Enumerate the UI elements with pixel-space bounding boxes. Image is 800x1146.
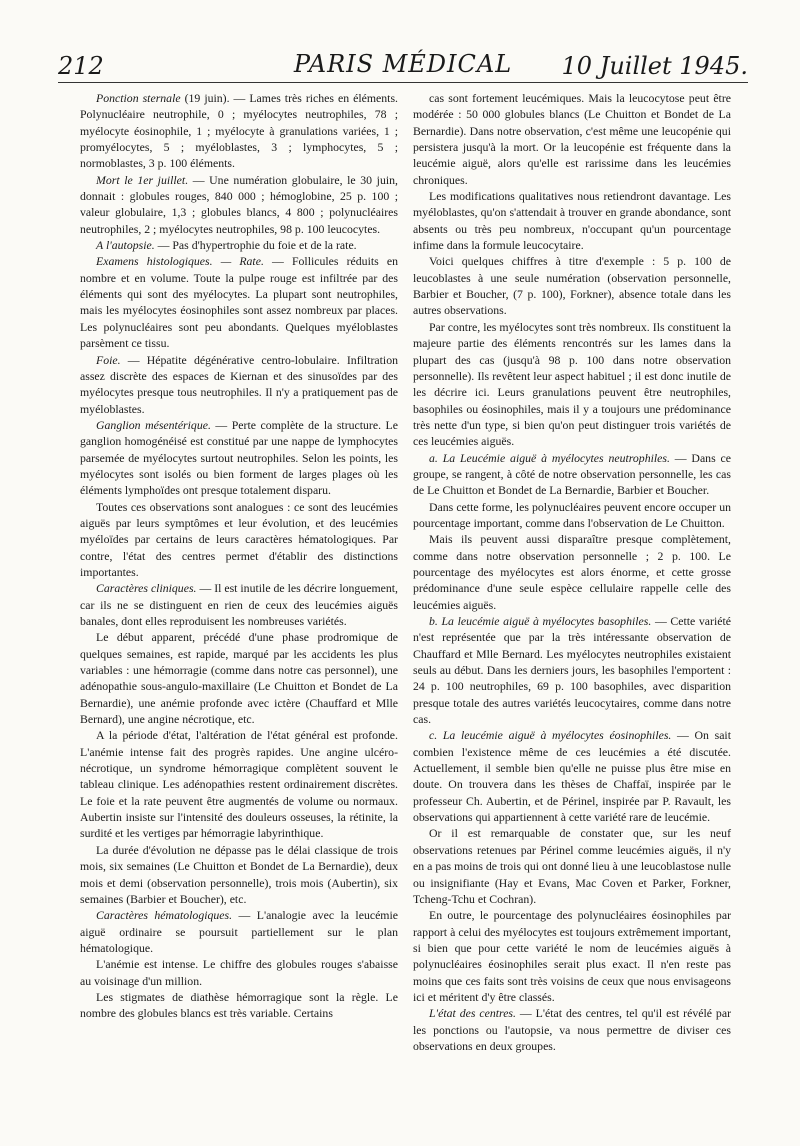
paragraph-text: — Dans ce groupe, se rangent, à côté de notre observation personnelle, les cas de Le Chuitton et Bondet de La Bernardie, Barbier et Boucher. — [413, 450, 731, 498]
paragraph-text: — Une numération globulaire, le 30 juin, donnait : globules rouges, 840 000 ; hémoglobine, 25 p. 100 ; valeur globulaire, 1,3 ; globules blancs, 4 800 ; polynucléaires neutrophiles, 2 ; myélocytes neutrophiles, 98 p. 100 leucocytes. — [80, 172, 398, 236]
paragraph-text: A la période d'état, l'altération de l'état général est profonde. L'anémie intense fait des progrès rapides. Une angine ulcéro-nécrotique, un syndrome hémorragique complètent souvent le tableau clinique. Les adénopathies restent ordinairement discrètes. Le foie et la rate peuvent être augmentés de volume ou normaux. Aubertin insiste sur l'intensité des douleurs osseuses, la rétinite, la surdité et les vertiges par hémorragie labyrinthique. — [80, 728, 398, 841]
paragraph — [80, 417, 398, 499]
paragraph-text: Le début apparent, précédé d'une phase prodromique de quelques semaines, est rapide, marqué par les accidents les plus variables : une hémorragie (comme dans notre cas personnel), une adénopathie sous-angulo-maxillaire (Le Chuitton et Bondet de La Bernardie), une anémie profonde avec ictère (Chauffard et Mlle Bernard), une angine nécrotique, etc. — [80, 630, 398, 727]
paragraph-lead: L'état des centres. — [429, 1006, 516, 1021]
paragraph-lead: c. La leucémie aiguë à myélocytes éosinophiles. — [429, 728, 672, 743]
paragraph — [80, 237, 398, 253]
paragraph — [413, 90, 731, 188]
paragraph — [413, 727, 731, 825]
paragraph — [80, 956, 398, 989]
paragraph — [413, 531, 731, 613]
paragraph-text: — Pas d'hypertrophie du foie et de la rate. — [154, 238, 357, 253]
paragraph-text: (19 juin). — Lames très riches en éléments. Polynucléaire neutrophile, 0 ; myélocytes neutrophiles, 78 ; myélocyte éosinophile, 1 ; myélocyte à granulations variées, 1 ; promyélocytes, 5 ; myéloblastes, 3 ; lymphocytes, 5 ; normoblastes, 3 p. 100 éléments. — [80, 91, 399, 171]
paragraph — [413, 253, 731, 318]
paragraph-text: Par contre, les myélocytes sont très nombreux. Ils constituent la majeure partie des éléments rencontrés sur les lames dans la plupart des cas (jusqu'à 98 p. 100 dans notre observation personnelle). Ils revêtent leur aspect habituel ; il est donc inutile de les décrire ici. Leurs granulations peuvent être neutrophiles, basophiles ou éosinophiles, mais il y a toujours une prédominance très nette d'un type, si bien qu'on peut distinguer trois variétés de ces leucémies aiguës. — [413, 319, 731, 449]
left-column — [80, 90, 398, 1022]
paragraph-lead: a. La Leucémie aiguë à myélocytes neutrophiles. — [429, 450, 670, 465]
paragraph-text: En outre, le pourcentage des polynucléaires éosinophiles par rapport à celui des myélocytes est toujours extrêmement important, si bien que pour cette variété le nom de leucémies aiguës à polynucléaires éosinophiles serait plus exact. Il n'en reste pas moins que ces faits sont très voisins de ceux que nous envisageons ici et méritent d'y être classés. — [413, 908, 731, 1004]
paragraph-text: Les stigmates de diathèse hémorragique sont la règle. Le nombre des globules blancs est très variable. Certains — [80, 989, 398, 1021]
paragraph — [413, 1005, 731, 1054]
paragraph — [80, 629, 398, 727]
paragraph-text: Voici quelques chiffres à titre d'exemple : 5 p. 100 de leucoblastes à une seule numération (observation personnelle, Barbier et Boucher, (7 p. 100), Forkner), absence totale dans les autres observations. — [413, 254, 731, 318]
paragraph-text: cas sont fortement leucémiques. Mais la leucocytose peut être modérée : 50 000 globules blancs (Le Chuitton et Bondet de La Bernardie). Dans notre observation, c'est même une leucopénie qui persistera jusqu'à la mort. Or la leucopénie est fréquente dans la leucémie aiguë, alors qu'elle est rarissime dans les leucémies chroniques. — [413, 91, 731, 187]
paragraph — [80, 842, 398, 907]
paragraph-text: Les modifications qualitatives nous retiendront davantage. Les myéloblastes, qu'on s'attendait à trouver en grande abondance, sont absents ou très peu nombreux, n'occupant qu'un pourcentage infime dans la formule leucocytaire. — [413, 189, 731, 253]
paragraph-lead: Ponction sternale — [96, 91, 181, 105]
paragraph-lead: Mort le 1er juillet. — [96, 172, 189, 187]
paragraph-text: — Cette variété n'est représentée que par la très intéressante observation de Chauffard et Mlle Bernard. Les myélocytes neutrophiles existaient seuls au début. Dans les derniers jours, les basophiles l'emportent : 24 p. 100 neutrophiles, 69 p. 100 basophiles, avec disparition presque totale des autres variétés leucocytaires, comme dans notre cas. — [413, 614, 731, 727]
issue-date: 10 Juillet 1945. — [561, 52, 748, 80]
paragraph-text: — L'analogie avec la leucémie aiguë ordinaire se poursuit partiellement sur le plan hématologique. — [80, 908, 399, 955]
paragraph-text: — Il est inutile de les décrire longuement, car ils ne se distinguent en rien de ceux des leucémies aiguës banales, dont elles reproduisent les nombreuses variétés. — [80, 581, 398, 628]
paragraph-lead: Caractères cliniques. — [96, 581, 197, 596]
paragraph-text: — Follicules réduits en nombre et en volume. Toute la pulpe rouge est infiltrée par des éléments qui sont des myélocytes. La plupart sont neutrophiles, mais les myélocytes éosinophiles sont assez nombreux par places. Les polynucléaires sont peu abondants. Quelques myéloblastes parsèment ce tissu. — [80, 254, 398, 351]
page-number: 212 — [58, 52, 104, 80]
paragraph-lead: Ganglion mésentérique. — [96, 417, 211, 432]
paragraph-text: — On sait combien l'existence même de ces leucémies a été discutée. Actuellement, il semble bien qu'elle ne puisse plus être mise en doute. On trouvera dans les thèses de Chaffaï, inspirée par le professeur Ch. Aubertin, et de Périnel, inspirée par P. Ravault, les observations qui appartiennent à cette variété rare de leucémie. — [413, 728, 731, 825]
paragraph-lead: A l'autopsie. — [96, 238, 155, 253]
paragraph-text: — Perte complète de la structure. Le ganglion homogénéisé est constitué par une nappe de lymphocytes parsemée de myélocytes surtout neutrophiles. Selon les points, les myélocytes sont isolés ou bien forment de larges plages où les éléments lymphoïdes ont presque totalement disparu. — [80, 417, 398, 498]
page-header — [58, 50, 748, 83]
paragraph — [80, 989, 398, 1022]
paragraph — [80, 90, 398, 172]
paragraph-text: Toutes ces observations sont analogues : ce sont des leucémies aiguës par leurs symptômes et leur évolution, et des leucémies myéloïdes par certains de leurs caractères hématologiques. Par contre, l'état des centres permet d'établir des distinctions importantes. — [80, 499, 398, 579]
paragraph — [413, 499, 731, 532]
paragraph — [80, 172, 398, 237]
paragraph-text: Or il est remarquable de constater que, sur les neuf observations retenues par Périnel comme leucémies aiguës, il n'y en a pas moins de trois qui ont donné lieu à une leucoblastose nulle ou insignifiante (Hay et Evans, Mac Coven et Parker, Forkner, Tcheng-Tchu et Cochran). — [413, 826, 731, 906]
paragraph-text: — L'état des centres, tel qu'il est révélé par les ponctions ou l'autopsie, va nous permettre de diviser ces observations en deux groupes. — [413, 1006, 731, 1053]
paragraph-lead: Foie. — [96, 352, 121, 367]
paragraph — [413, 188, 731, 253]
paragraph — [80, 907, 398, 956]
paragraph — [413, 450, 731, 499]
paragraph-text: — Hépatite dégénérative centro-lobulaire. Infiltration assez discrète des espaces de Kiernan et des sinusoïdes par des myélocytes presque tous neutrophiles. Il n'y a pratiquement pas de myéloblastes. — [80, 352, 398, 416]
paragraph-text: Dans cette forme, les polynucléaires peuvent encore occuper un pourcentage important, comme dans l'observation de Le Chuitton. — [413, 499, 731, 530]
paragraph-text: La durée d'évolution ne dépasse pas le délai classique de trois mois, six semaines (Le Chuitton et Bondet de La Bernardie), deux mois et demi (observation personnelle), trois mois (Aubertin), six semaines (Barbier et Boucher), etc. — [80, 842, 398, 906]
paragraph — [80, 253, 398, 351]
paragraph — [80, 499, 398, 581]
paragraph-text: L'anémie est intense. Le chiffre des globules rouges s'abaisse au voisinage d'un million. — [80, 957, 398, 988]
paragraph-text: Mais ils peuvent aussi disparaître presque complètement, comme dans notre observation personnelle ; 2 p. 100. Le pourcentage des myélocytes est alors énorme, et cette grosse prédominance d'une seule espèce cellulaire rappelle celle des leucémies aiguës. — [413, 532, 731, 612]
paragraph — [80, 352, 398, 417]
paragraph — [413, 319, 731, 450]
paragraph — [413, 613, 731, 727]
paragraph — [80, 580, 398, 629]
paragraph — [80, 727, 398, 841]
right-column — [413, 90, 731, 1054]
paragraph — [413, 907, 731, 1005]
paragraph-lead: Examens histologiques. — Rate. — [96, 254, 264, 269]
paragraph — [413, 825, 731, 907]
journal-title: PARIS MÉDICAL — [293, 50, 513, 78]
paragraph-lead: Caractères hématologiques. — [96, 908, 233, 923]
paragraph-lead: b. La leucémie aiguë à myélocytes basophiles. — [429, 614, 652, 628]
